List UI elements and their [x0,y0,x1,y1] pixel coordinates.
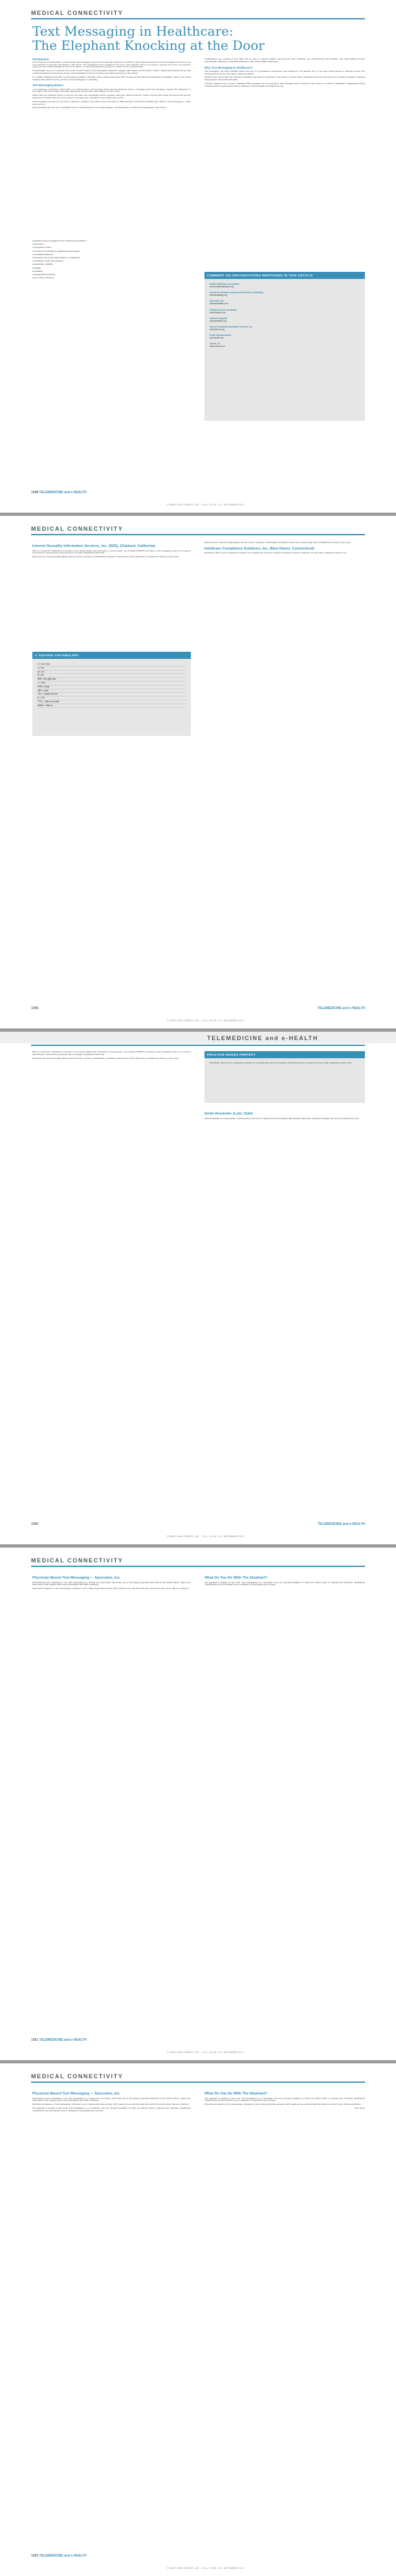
section-heading: Why Text Messaging In Healthcare? [204,65,253,69]
paragraph: Intellicare offers secure messaging solutions for hospitals and practices, helping clinicians respond to patients via text using compliance-aware tools. [204,551,347,555]
list-item: ■ Inexpensive to send [32,246,191,249]
benefit-list [32,239,191,280]
column-left [32,2089,191,2335]
bullet-column [32,239,191,337]
section-heading: Internet Sexuality Information Services, Inc. (ISIS), (Oakland, California) [32,544,155,548]
page-footer [31,2554,365,2570]
vocabulary-box [32,652,191,736]
column-right [204,58,365,227]
paragraph: Physicians are also beginning to use text messaging as a clinical tool. Epocrates, which has one of the largest physician networks in the United States, offers text-based alerts and updates about drug information and safety warnings. [32,2096,191,2102]
running-header: MEDICAL CONNECTIVITY [31,10,124,16]
copyright: © MARY ANN LIEBERT, INC. • VOL. 16 NO. 10 • DECEMBER 2010 [167,504,244,506]
list-item: ■ Very mobile; cell phone [32,276,191,280]
journal-name: TELEMEDICINE and e-HEALTH [39,2038,87,2042]
paragraph: Physician acceptance of text messaging continues to grow. Many physicians already carry smart phones and find that text alerts fit well into their clinical workflows. [32,1587,190,1590]
page-number: 1049 [31,1006,39,1010]
vocab-item: 4 = For [38,667,186,671]
header-rule [31,1045,365,1046]
paragraph: Text messaging has become a dominant form of communication across demographics, and healthcare providers are beginning to take notice. [32,106,167,109]
journal-name: TELEMEDICINE and e-HEALTH [317,1006,365,1010]
paragraph: Text messaging can also be sent from computers, websites, and other sources through an SMS gateway. This allows hospitals and clinics to send messages to many users at once. [32,100,191,105]
paragraph: Studies have shown that text message reminders can improve attendance and reduce no-show rates. Programs have been developed for smoking cessation, diabetes management, and maternal health. [204,76,365,82]
vocab-item: 2 = To or Two [38,663,186,667]
list-item: ■ Measurable, trackable [32,263,191,266]
vocab-item: LOL = Laugh out loud [38,693,186,696]
paragraph: While there are different types of services, the basic text messaging service operates using the cellular network. Newer services have been developed that use the data network rather than the voice network, and these are considered more reliable and secure. [32,94,191,99]
org-link[interactable]: www.mobilehealthcare.org [210,285,234,289]
column-right [204,542,365,710]
intro-heading: Introduction [32,58,49,61]
paragraph: Consumerism, the U.S. to lead the rest of the world in terms of text messaging. Research company ABI, Kagan, and Forrester conduct studies that indicate the growth of text messaging across all age groups. Text messaging is the most widely used data application on the planet. [32,69,191,74]
running-header: MEDICAL CONNECTIVITY [31,1557,124,1564]
org-link[interactable]: www.epocrates.com [210,302,228,305]
paragraph: Physician acceptance of text messaging continues to grow. Many physicians already carry smart phones and find that text alerts fit well into their clinical workflows. [204,2103,362,2106]
paragraph: ISIS is a nonprofit organization focusing on the sexual health and well-being of young people. Its program SEXINFO provides a text messaging service for teens in San Francisco that answers questions about sexually transmitted infections. [32,549,191,555]
org-link[interactable]: www.isis-inc.org [210,328,225,331]
box-heading: PRACTICE MAKES PERFECT [204,1051,365,1058]
org-name: Smith Parmaceuticals [210,334,232,337]
page-4 [0,1548,396,2060]
paragraph: Security remains a key concern. Standard SMS messages are not encrypted, and messages may be stored on the devices of carriers. Healthcare organizations must consider privacy requirements before sending protected health information by text. [204,82,365,87]
column-left [32,1051,191,1181]
paragraph: Responses are delivered immediately and the service operates confidentially. Evaluation results have shown high rates of satisfaction among young users. [204,542,351,544]
vocab-item: TTYL = Talk to you later [38,700,186,704]
column-left [32,542,191,639]
column-right [204,2089,365,2335]
journal-name: TELEMEDICINE and e-HEALTH [39,491,87,494]
list-item: ■ Probability [32,270,191,273]
list-item: ■ Reliable [32,267,191,270]
paragraph: Intellicare offers secure messaging solutions for hospitals and practices, helping clinicians respond to patients via text using compliance-aware tools. [210,1062,352,1064]
section-heading: What Do You Do With The Elephant? [204,2092,268,2096]
copyright: © MARY ANN LIEBERT, INC. • VOL. 16 NO. 10 • DECEMBER 2010 [167,2051,244,2054]
author-signature: Alan Greig [355,2106,365,2109]
org-name: Voxiva, Inc. [210,342,221,346]
list-item: ■ Sometimes, but not just dissemination or engagement [32,256,191,260]
journal-name: TELEMEDICINE and e-HEALTH [39,2554,87,2558]
paragraph: The elephant is already in the room. Text messaging is a convenient, low-cost, broadly available tool that can deliver value to patients and clinicians. Healthcare organizations should evaluate how to integrate it responsibly and securely. [204,1581,365,1586]
journal-name: TELEMEDICINE and e-HEALTH [317,1522,365,1526]
page-footer [31,491,365,506]
section-heading: Intellicare Compliance Solutions, Inc. (New Haven, Connecticut) [204,546,314,551]
org-name: Centers for Disease Control and Prevention Text4baby [210,291,263,294]
header-rule [31,1566,365,1567]
section-heading: Physician-Based Text Messaging — Epocrates, Inc. [32,2092,121,2096]
practice-box [204,1051,365,1103]
vocab-item: U = You [38,696,186,700]
header-rule [31,534,365,535]
copyright: © MARY ANN LIEBERT, INC. • VOL. 16 NO. 10 • DECEMBER 2010 [167,1535,244,1538]
list-item: ■ Two-way communications; engagement opportunities [32,250,191,253]
org-entry [210,300,360,305]
paragraph: Responses are delivered immediately and the service operates confidentially. Evaluation results have shown high rates of satisfaction among young users. [32,1056,179,1060]
paragraph: The elephant is already in the room. Text messaging is a convenient, low-cost, broadly available tool that can deliver value to patients and clinicians. Healthcare organizations should evaluate how to integrate it responsibly and securely. [204,2096,365,2102]
org-link[interactable]: www.infoline.com [210,311,226,314]
paragraph: As discussions of telemedicine, mobile health, and messaging, also more technically referred to as SMS for Short Message Service, find the elephant in the room, the one everybody is ignoring and afraid to talk about. Text messaging is the elephant in the room, and everyone knows it is trying to get into the room, but nobody's quite sure how it'll fit through the door, how big it is, or what exactly they're going to do with it once it gets through. [32,60,191,69]
org-name: Infoline Services and Media [210,308,237,311]
page-number: 1051 [31,2038,39,2042]
vocab-item: L8R = Later [38,689,186,693]
list-item: ■ Convenient [32,243,191,246]
header-rule [31,18,365,19]
org-name: Internet Sexuality Information Services, Inc. [210,325,253,328]
paragraph: Responses are delivered immediately and the service operates confidentially. Evaluation results have shown high rates of satisfaction among young users. [32,555,179,559]
column-left [32,58,191,233]
paragraph: A text message, sometimes called SMS, is a communication protocol that allows mobile telephone users to exchange short text messages, usually 160 characters or less. SMS is the most widely used data application in the world, with billions of active users. [32,87,191,93]
vocab-item: BRB = Be right back [38,678,186,682]
org-name: Mobile Healthcare Association [210,283,240,285]
column-right [204,1109,365,1226]
vocab-item: B = Be [38,674,186,678]
copyright: © MARY ANN LIEBERT, INC. • VOL. 16 NO. 10 • DECEMBER 2010 [167,2567,244,2570]
page-number: 1052 [31,2554,39,2558]
vocab-item: C = See [38,682,186,685]
org-name: Epocrates, Inc. [210,300,225,303]
top-band [0,1032,396,1043]
list-item: ■ Immediately delivered [32,253,191,256]
sidebar-heading: COMMENT ON ORGANIZATIONS MENTIONED IN THIS ARTICLE [204,272,365,279]
org-entry [210,317,360,322]
page-3 [0,1032,396,1544]
copyright: © MARY ANN LIEBERT, INC. • VOL. 16 NO. 10 • DECEMBER 2010 [167,1019,244,1022]
page-1 [0,0,396,513]
org-link[interactable]: www.voxiva.com [210,345,225,348]
vocab-item: GR8 = Great [38,685,186,689]
list-item: ■ Immediacy of action and response [32,260,191,263]
column-left [32,1573,191,1722]
list-item: ■ Reached across demographic lines; underserved populations [32,239,191,243]
page-footer [31,1522,365,1538]
running-header: TELEMEDICINE and e-HEALTH [207,1035,318,1041]
header-rule [31,2082,365,2083]
list-item: ■ Geographical positioning [32,273,191,276]
page-footer [31,1006,365,1022]
column-right [204,1573,365,1722]
vocab-item: WAN2 = Want to [38,704,186,708]
section-heading: Smile Reminder (Lehi, Utah) [204,1112,253,1116]
org-link[interactable]: www.text4baby.org [210,294,227,297]
article-title [32,24,265,52]
running-header: MEDICAL CONNECTIVITY [31,2073,124,2080]
org-entry [210,291,360,296]
paragraph: Physicians are also beginning to use text messaging as a clinical tool. Epocrates, which has one of the largest physician networks in the United States, offers text-based alerts and updates about drug information and safety warnings. [32,1581,191,1586]
vocab-item: @ = At [38,671,186,674]
org-entry [210,326,360,331]
box-heading: A TEXTING VOCABULARY [32,652,191,659]
paragraph: It is further estimated that 80% of the global population currently owns a mobile phone and 90% of those phones have text messaging capabilities. Here's one recent headline that stated how the growth of text messaging is continuing. [32,75,191,81]
page-2 [0,516,396,1028]
org-entry [210,309,360,314]
paragraph: Organizations are looking at how SMS can be used to improve health outcomes and how clinicians can communicate with patients. The opportunities include appointment reminders, medication adherence, and public health campaigns. [204,58,365,63]
running-header: MEDICAL CONNECTIVITY [31,526,124,532]
org-entry [210,283,360,288]
paragraph: The elephant is already in the room. Text messaging is a convenient, low-cost, broadly available tool that can deliver value to patients and clinicians. Healthcare organizations should evaluate how to integrate it responsibly and securely. [32,2106,191,2112]
section-heading: Text Messaging Basics [32,83,63,87]
paragraph: Physician acceptance of text messaging continues to grow. Many physicians already carry smart phones and find that text alerts fit well into their clinical workflows. [32,2103,190,2106]
section-heading: What Do You Do With The Elephant? [204,1576,268,1580]
paragraph: Text messaging can reach patients where they are. It is immediate, inexpensive, and ubiquitous. For patients who do not have smart phones or internet access, text messaging may be the only digital channel available. [204,69,365,75]
paragraph: ISIS is a nonprofit organization focusing on the sexual health and well-being of young people. Its program SEXINFO provides a text messaging service for teens in San Francisco that answers questions about sexually transmitted infections. [32,1051,191,1056]
title-line-2: The Elephant Knocking at the Door [32,38,265,53]
page-footer [31,2038,365,2054]
organizations-sidebar [204,272,365,421]
org-entry [210,334,360,339]
vocabulary-list [38,663,186,708]
org-entry [210,342,360,348]
org-name: Imdreem Hospital [210,316,227,320]
page-5 [0,2063,396,2576]
org-link[interactable]: www.smith.com [210,337,225,340]
page-number: 1050 [31,1522,39,1526]
section-heading: Physician-Based Text Messaging — Epocrates, Inc. [32,1576,121,1580]
paragraph: Smile Reminder provides patient communication services for dental practices including appointment reminders, birthday messages, and surveys delivered by text. [204,1116,360,1120]
page-number: 1048 [31,491,39,494]
title-line-1: Text Messaging in Healthcare: [32,23,234,39]
org-link[interactable]: www.imdreem.org [210,319,226,322]
